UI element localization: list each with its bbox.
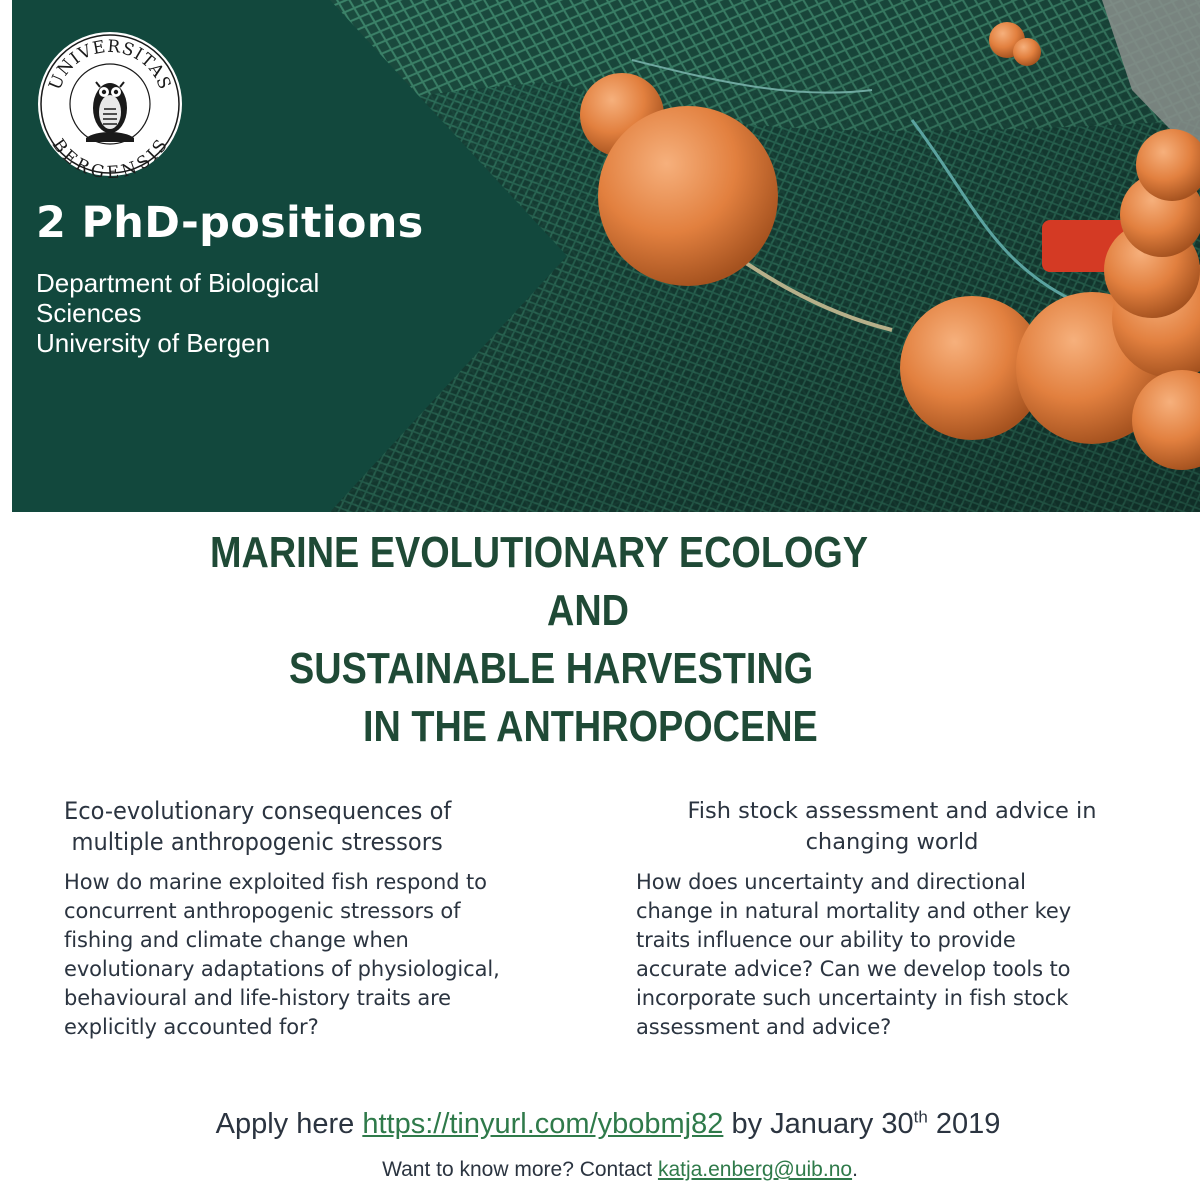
application-link[interactable]: https://tinyurl.com/ybobmj82 (362, 1108, 724, 1140)
apply-prefix: Apply here (215, 1108, 355, 1140)
project-stock-assessment (636, 796, 1136, 1042)
description-line: fishing and climate change when (64, 928, 409, 952)
date-suffix: th (913, 1107, 928, 1127)
project-heading (64, 796, 564, 858)
project-heading (636, 796, 1148, 858)
title-line: AND (547, 586, 629, 635)
description-line: accurate advice? Can we develop tools to (636, 957, 1071, 981)
contact-prefix: Want to know more? Contact (382, 1158, 653, 1181)
project-heading-line: changing world (805, 829, 979, 855)
hero-banner (12, 0, 1200, 512)
project-description (64, 868, 564, 1042)
positions-headline: 2 PhD-positions (36, 198, 424, 248)
description-line: assessment and advice? (636, 1015, 892, 1039)
description-line: change in natural mortality and other key (636, 899, 1072, 923)
project-description (636, 868, 1136, 1042)
title-line: MARINE EVOLUTIONARY ECOLOGY (210, 528, 869, 577)
apply-line (8, 1108, 1200, 1141)
green-diagonal-panel (12, 0, 1200, 512)
project-eco-evolutionary (64, 796, 564, 1042)
contact-suffix: . (852, 1158, 858, 1181)
seal-bottom-text: BERGENSIS (47, 135, 173, 178)
title-line: IN THE ANTHROPOCENE (363, 702, 818, 751)
university-seal-logo (36, 30, 184, 178)
contact-line (20, 1158, 1200, 1182)
seal-top-text: UNIVERSITAS (45, 36, 175, 93)
description-line: explicitly accounted for? (64, 1015, 319, 1039)
department-block (36, 268, 319, 358)
title-line: SUSTAINABLE HARVESTING (289, 644, 814, 693)
project-heading-line: multiple anthropogenic stressors (71, 828, 443, 856)
department-line: Sciences (36, 298, 142, 328)
contact-email-link[interactable]: katja.enberg@uib.no (657, 1158, 853, 1181)
project-heading-line: Fish stock assessment and advice in (687, 798, 1097, 824)
description-line: traits influence our ability to provide (636, 928, 1016, 952)
project-heading-line: Eco-evolutionary consequences of (64, 797, 452, 825)
description-line: evolutionary adaptations of physiological, (64, 957, 500, 981)
description-line: concurrent anthropogenic stressors of (64, 899, 461, 923)
description-line: behavioural and life-history traits are (64, 986, 451, 1010)
university-name: University of Bergen (36, 328, 271, 358)
department-line: Department of Biological (36, 268, 320, 298)
apply-year: 2019 (935, 1108, 1001, 1140)
description-line: incorporate such uncertainty in fish stock (636, 986, 1069, 1010)
description-line: How does uncertainty and directional (636, 870, 1026, 894)
apply-deadline: by January 30 (731, 1108, 914, 1140)
description-line: How do marine exploited fish respond to (64, 870, 487, 894)
